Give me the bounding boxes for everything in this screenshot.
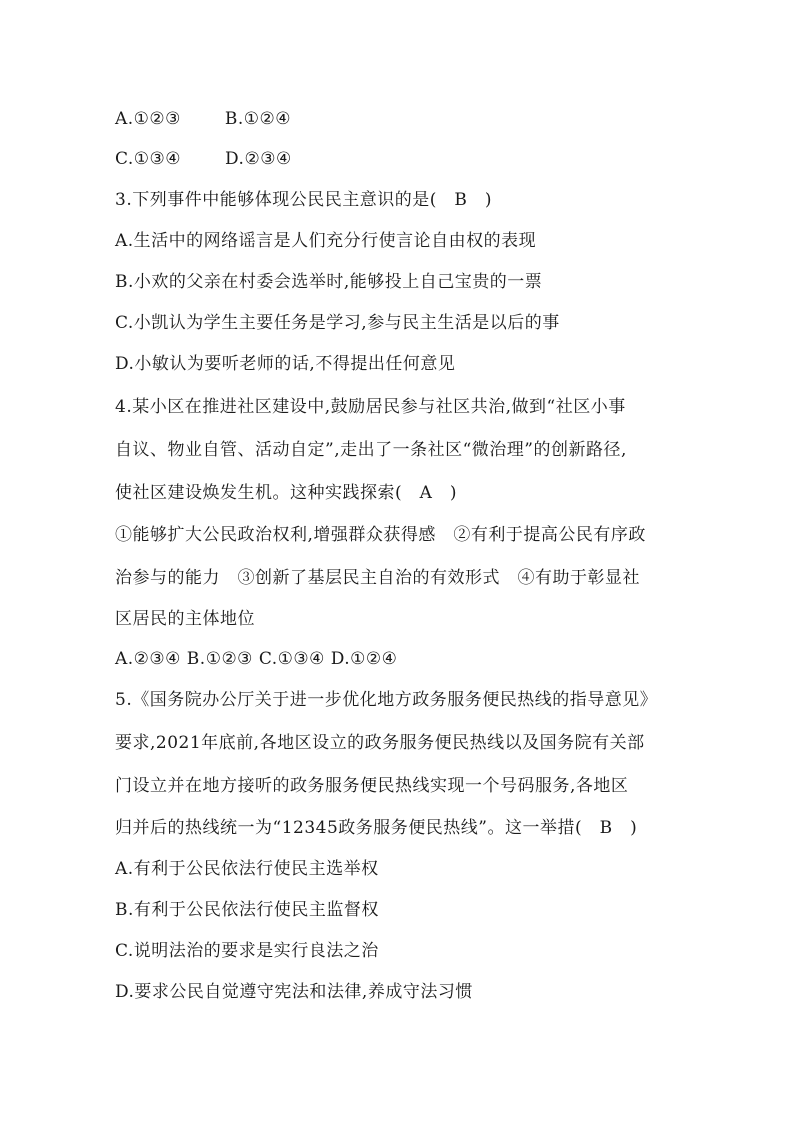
q4-stem-line-3: 使社区建设焕发生机。这种实践探索( A ) <box>115 483 458 503</box>
q3-option-a: A.生活中的网络谣言是人们充分行使言论自由权的表现 <box>115 231 537 251</box>
q4-stem-line-1: 4.某小区在推进社区建设中,鼓励居民参与社区共治,做到“社区小事 <box>115 397 626 417</box>
q4-statement-line-3: 区居民的主体地位 <box>115 609 255 629</box>
q2-options-row-1 <box>115 107 291 131</box>
q3-stem: 3.下列事件中能够体现公民民主意识的是( B ) <box>115 190 492 210</box>
q4-stem-line-2: 自议、物业自管、活动自定”,走出了一条社区“微治理”的创新路径, <box>115 440 627 460</box>
q5-stem-line-2: 要求,2021年底前,各地区设立的政务服务便民热线以及国务院有关部 <box>115 733 645 753</box>
q3-option-c: C.小凯认为学生主要任务是学习,参与民主生活是以后的事 <box>115 313 560 333</box>
q5-option-a: A.有利于公民依法行使民主选举权 <box>115 859 379 879</box>
q3-option-b: B.小欢的父亲在村委会选举时,能够投上自己宝贵的一票 <box>115 272 543 292</box>
q3-option-d: D.小敏认为要听老师的话,不得提出任何意见 <box>115 354 456 374</box>
q4-statement-line-1: ①能够扩大公民政治权利,增强群众获得感 ②有利于提高公民有序政 <box>115 525 646 545</box>
q5-option-c: C.说明法治的要求是实行良法之治 <box>115 941 379 961</box>
q5-stem-line-1: 5.《国务院办公厅关于进一步优化地方政务服务便民热线的指导意见》 <box>115 690 658 710</box>
q5-stem-line-3: 门设立并在地方接听的政务服务便民热线实现一个号码服务,各地区 <box>115 776 629 796</box>
q4-statement-line-2: 治参与的能力 ③创新了基层民主自治的有效形式 ④有助于彰显社 <box>115 568 640 588</box>
q2-option-c: C.①③④ <box>115 149 182 169</box>
q2-option-d: D.②③④ <box>225 149 292 169</box>
q5-option-d: D.要求公民自觉遵守宪法和法律,养成守法习惯 <box>115 982 473 1002</box>
q5-option-b: B.有利于公民依法行使民主监督权 <box>115 900 379 920</box>
q2-option-b: B.①②④ <box>224 109 292 129</box>
q2-option-a: A.①②③ <box>115 109 181 129</box>
q4-options: A.②③④ B.①②③ C.①③④ D.①②④ <box>115 649 398 669</box>
q5-stem-line-4: 归并后的热线统一为“12345政务服务便民热线”。这一举措( B ) <box>115 818 638 838</box>
q2-options-row-2 <box>115 147 292 171</box>
